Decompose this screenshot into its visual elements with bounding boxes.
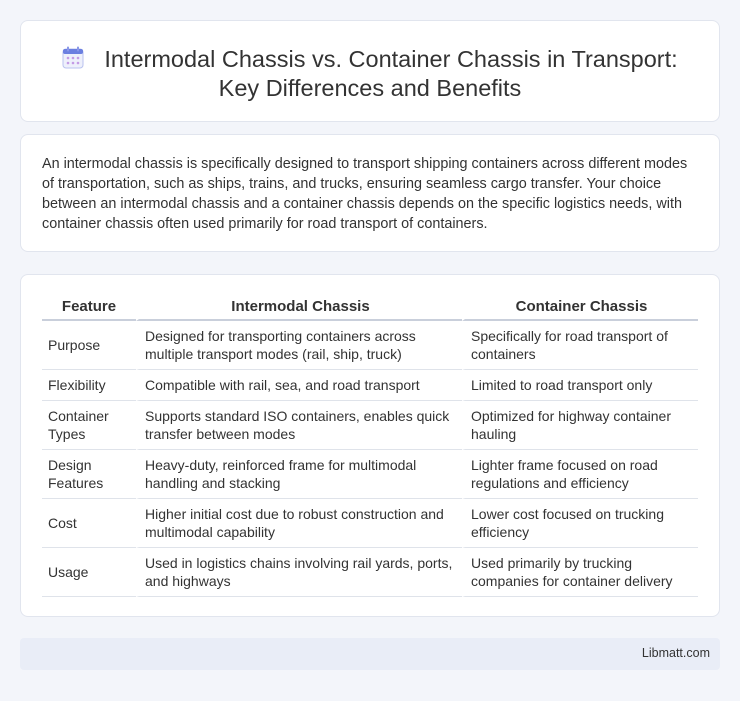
row-intermodal: Designed for transporting containers across multiple transport modes (rail, ship, truck) <box>136 321 462 370</box>
header-feature: Feature <box>42 295 136 321</box>
row-feature: Flexibility <box>42 370 136 401</box>
row-feature: Purpose <box>42 321 136 370</box>
title-line-2: Key Differences and Benefits <box>218 75 522 101</box>
row-intermodal: Heavy-duty, reinforced frame for multimodal handling and stacking <box>136 450 462 499</box>
intro-card <box>20 134 720 252</box>
row-container: Lower cost focused on trucking efficiency <box>462 499 698 548</box>
comparison-table <box>42 295 698 597</box>
comparison-card <box>20 274 720 617</box>
title-card <box>20 20 720 122</box>
intro-paragraph: An intermodal chassis is specifically designed to transport shipping containers across different modes of transportation, such as ships, trains, and trucks, ensuring seamless cargo transfer. Your choice between an intermodal chassis and a container chassis depends on the specific logistics needs, with container chassis often used primarily for road transport of containers. <box>42 156 688 232</box>
row-feature: Cost <box>42 499 136 548</box>
row-container: Specifically for road transport of containers <box>462 321 698 370</box>
table-row <box>42 370 698 401</box>
row-container: Optimized for highway container hauling <box>462 401 698 450</box>
calendar-icon <box>62 46 84 69</box>
table-row <box>42 401 698 450</box>
row-intermodal: Used in logistics chains involving rail yards, ports, and highways <box>136 548 462 597</box>
row-container: Limited to road transport only <box>462 370 698 401</box>
row-feature: Usage <box>42 548 136 597</box>
title-line-1: Intermodal Chassis vs. Container Chassis in Transport: <box>104 46 678 72</box>
table-row <box>42 321 698 370</box>
footer-site-link[interactable]: Libmatt.com <box>641 646 710 660</box>
row-feature: Container Types <box>42 401 136 450</box>
header-container-chassis: Container Chassis <box>462 295 698 321</box>
page-title <box>21 45 719 103</box>
row-container: Used primarily by trucking companies for container delivery <box>462 548 698 597</box>
row-intermodal: Compatible with rail, sea, and road transport <box>136 370 462 401</box>
row-intermodal: Higher initial cost due to robust construction and multimodal capability <box>136 499 462 548</box>
table-row <box>42 548 698 597</box>
row-intermodal: Supports standard ISO containers, enables quick transfer between modes <box>136 401 462 450</box>
footer-bar <box>20 638 720 670</box>
table-header-row <box>42 295 698 321</box>
header-intermodal-chassis: Intermodal Chassis <box>136 295 462 321</box>
row-container: Lighter frame focused on road regulations and efficiency <box>462 450 698 499</box>
row-feature: Design Features <box>42 450 136 499</box>
table-row <box>42 499 698 548</box>
table-row <box>42 450 698 499</box>
